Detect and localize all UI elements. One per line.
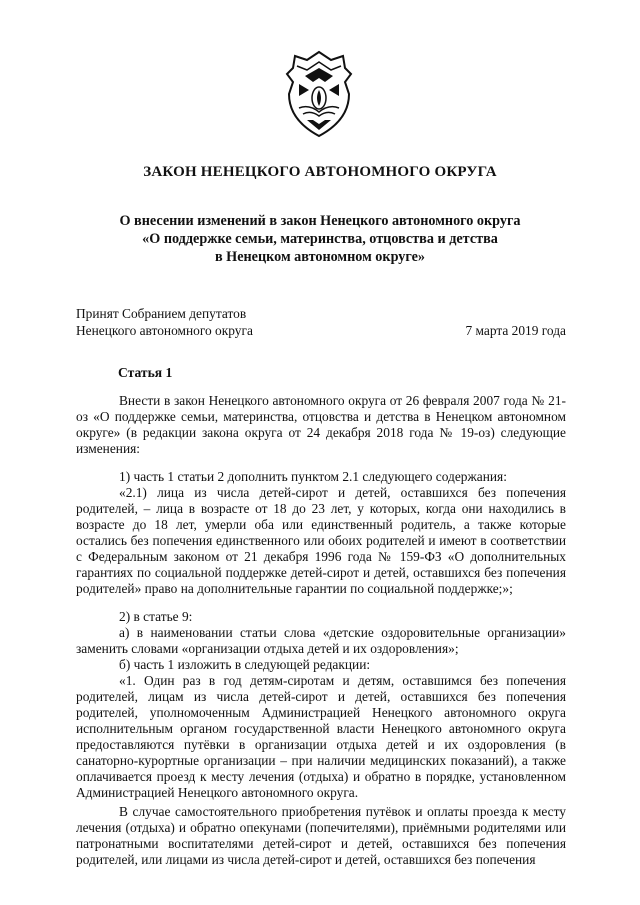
adopted-by-line: Ненецкого автономного округа [76,323,253,338]
subtitle-line: в Ненецком автономном округе» [214,249,426,265]
law-title: ЗАКОН НЕНЕЦКОГО АВТОНОМНОГО ОКРУГА [143,164,497,180]
paragraph: а) в наименовании статьи слова «детские оздоровительные организации» заменить словами «организации отдыха детей и их оздоровления»; [76,625,566,656]
paragraph: Внести в закон Ненецкого автономного округа от 26 февраля 2007 года № 21-оз «О поддержке семьи, материнства, отцовства и детства в Ненецком автономном округе» (в редакции закона округа от 24 декабря 2018 года № 19-оз) следующие изменения: [76,393,566,456]
adoption-block [76,305,566,339]
adopted-by-line: Принят Собранием депутатов [76,306,247,321]
paragraph: «1. Один раз в год детям-сиротам и детям, оставшимся без попечения родителей, лицам из числа детей-сирот и детей, оставшихся без попечения родителей, уполномоченным Администрацией Ненецкого автономного округа исполнительным органом государственной власти Ненецкого автономного округа предоставляются путёвки в организации отдыха детей и их оздоровления (в санаторно-курортные организации – при наличии медицинских показаний), а также оплачивается проезд к месту лечения (отдыха) и обратно в порядке, установленном Администрацией Ненецкого автономного округа. [76,673,566,800]
paragraph: 1) часть 1 статьи 2 дополнить пунктом 2.1 следующего содержания: [119,469,507,484]
paragraph: «2.1) лица из числа детей-сирот и детей, оставшихся без попечения родителей, – лица в возрасте от 18 до 23 лет, у которых, когда они находились в возрасте до 18 лет, умерли оба или единственный родитель, а также которые остались без попечения единственного или обоих родителей и имеют в соответствии с Федеральным законом от 21 декабря 1996 года № 159-ФЗ «О дополнительных гарантиях по социальной поддержке детей-сирот и детей, оставшихся без попечения родителей» право на дополнительные гарантии по социальной поддержке;»; [76,485,566,596]
subtitle-line: «О поддержке семьи, материнства, отцовства и детства [142,231,498,247]
subtitle-line: О внесении изменений в закон Ненецкого автономного округа [119,213,521,229]
adoption-date: 7 марта 2019 года [465,323,566,338]
paragraph: б) часть 1 изложить в следующей редакции: [119,657,371,672]
article-heading: Статья 1 [118,365,173,380]
paragraph: В случае самостоятельного приобретения путёвок и оплаты проезда к месту лечения (отдыха) и обратно опекунами (попечителями), приёмными родителями или патронатными воспитателями детей-сирот и детей, оставшихся без попечения родителей, или лицами из числа детей-сирот и детей, оставшихся без попечения [76,804,566,867]
coat-of-arms-nenets-icon [285,50,353,140]
law-subtitle [0,212,640,266]
paragraph: 2) в статье 9: [119,609,193,624]
article-body [76,393,566,868]
